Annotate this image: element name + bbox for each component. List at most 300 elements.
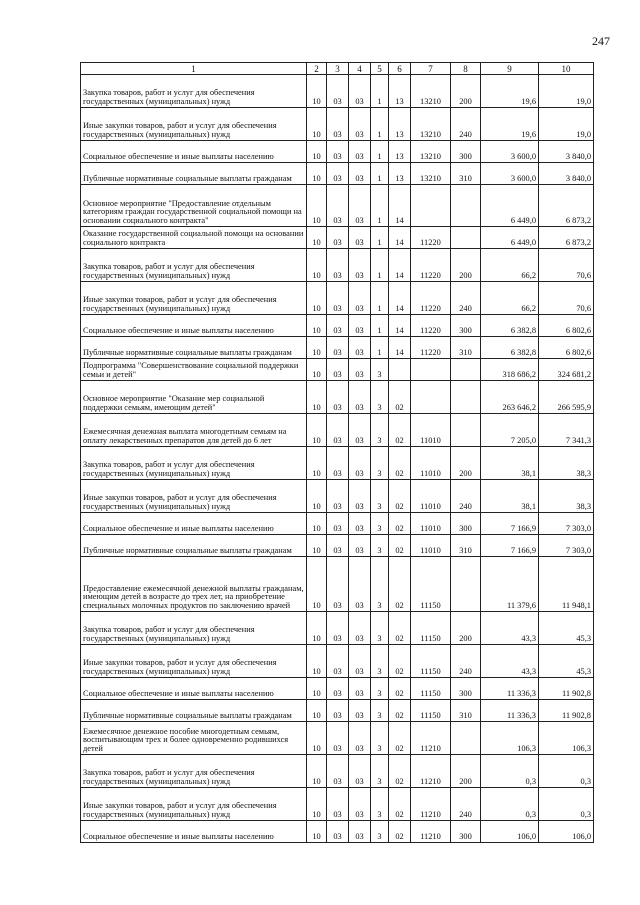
subsection-cell: 03 bbox=[327, 788, 349, 821]
section-cell: 10 bbox=[307, 249, 327, 282]
subprogram-cell: 1 bbox=[371, 315, 389, 337]
expense-type-cell bbox=[451, 414, 481, 447]
subprogram-cell: 3 bbox=[371, 821, 389, 843]
program-cell: 03 bbox=[349, 755, 371, 788]
expense-type-cell bbox=[451, 359, 481, 381]
subprogram-cell: 3 bbox=[371, 645, 389, 678]
amount-year2-cell: 70,6 bbox=[539, 282, 594, 315]
column-header: 6 bbox=[389, 63, 411, 75]
event-cell: 02 bbox=[389, 722, 411, 755]
amount-year2-cell: 70,6 bbox=[539, 249, 594, 282]
row-name-cell: Основное мероприятие "Предоставление отдельным категориям граждан государственной социальной помощи на основании социального контракта" bbox=[81, 185, 307, 227]
row-name-cell: Публичные нормативные социальные выплаты гражданам bbox=[81, 700, 307, 722]
program-cell: 03 bbox=[349, 359, 371, 381]
event-cell: 02 bbox=[389, 480, 411, 513]
table-row bbox=[81, 414, 594, 447]
section-cell: 10 bbox=[307, 185, 327, 227]
section-cell: 10 bbox=[307, 700, 327, 722]
subsection-cell: 03 bbox=[327, 678, 349, 700]
expense-type-cell bbox=[451, 381, 481, 414]
event-cell: 13 bbox=[389, 163, 411, 185]
subsection-cell: 03 bbox=[327, 249, 349, 282]
amount-year2-cell: 324 681,2 bbox=[539, 359, 594, 381]
amount-year2-cell: 7 303,0 bbox=[539, 535, 594, 557]
direction-cell: 11220 bbox=[411, 315, 451, 337]
program-cell: 03 bbox=[349, 557, 371, 612]
amount-year2-cell: 3 840,0 bbox=[539, 163, 594, 185]
expense-type-cell: 310 bbox=[451, 700, 481, 722]
amount-year1-cell: 6 382,8 bbox=[481, 315, 539, 337]
subsection-cell: 03 bbox=[327, 227, 349, 249]
table-row bbox=[81, 359, 594, 381]
section-cell: 10 bbox=[307, 447, 327, 480]
row-name-cell: Иные закупки товаров, работ и услуг для обеспечения государственных (муниципальных) нужд bbox=[81, 645, 307, 678]
amount-year1-cell: 3 600,0 bbox=[481, 141, 539, 163]
row-name-cell: Закупка товаров, работ и услуг для обеспечения государственных (муниципальных) нужд bbox=[81, 75, 307, 108]
row-name-cell: Оказание государственной социальной помощи на основании социального контракта bbox=[81, 227, 307, 249]
column-header: 10 bbox=[539, 63, 594, 75]
amount-year1-cell: 106,3 bbox=[481, 722, 539, 755]
program-cell: 03 bbox=[349, 480, 371, 513]
program-cell: 03 bbox=[349, 414, 371, 447]
table-row bbox=[81, 141, 594, 163]
table-row bbox=[81, 557, 594, 612]
program-cell: 03 bbox=[349, 722, 371, 755]
amount-year1-cell: 11 379,6 bbox=[481, 557, 539, 612]
direction-cell: 11010 bbox=[411, 480, 451, 513]
section-cell: 10 bbox=[307, 722, 327, 755]
section-cell: 10 bbox=[307, 315, 327, 337]
table-row bbox=[81, 755, 594, 788]
expense-type-cell: 300 bbox=[451, 141, 481, 163]
table-row bbox=[81, 381, 594, 414]
amount-year2-cell: 7 303,0 bbox=[539, 513, 594, 535]
subprogram-cell: 3 bbox=[371, 414, 389, 447]
amount-year1-cell: 43,3 bbox=[481, 612, 539, 645]
section-cell: 10 bbox=[307, 513, 327, 535]
section-cell: 10 bbox=[307, 788, 327, 821]
program-cell: 03 bbox=[349, 227, 371, 249]
table-row bbox=[81, 163, 594, 185]
subprogram-cell: 3 bbox=[371, 755, 389, 788]
amount-year2-cell: 38,3 bbox=[539, 480, 594, 513]
table-row bbox=[81, 315, 594, 337]
direction-cell bbox=[411, 185, 451, 227]
amount-year1-cell: 43,3 bbox=[481, 645, 539, 678]
expense-type-cell bbox=[451, 557, 481, 612]
subprogram-cell: 1 bbox=[371, 282, 389, 315]
subsection-cell: 03 bbox=[327, 557, 349, 612]
event-cell: 02 bbox=[389, 535, 411, 557]
event-cell: 02 bbox=[389, 513, 411, 535]
amount-year2-cell: 106,3 bbox=[539, 722, 594, 755]
amount-year2-cell: 7 341,3 bbox=[539, 414, 594, 447]
direction-cell: 11010 bbox=[411, 414, 451, 447]
program-cell: 03 bbox=[349, 185, 371, 227]
row-name-cell: Иные закупки товаров, работ и услуг для обеспечения государственных (муниципальных) нужд bbox=[81, 788, 307, 821]
budget-table bbox=[80, 62, 594, 843]
row-name-cell: Основное мероприятие "Оказание мер социальной поддержки семьям, имеющим детей" bbox=[81, 381, 307, 414]
section-cell: 10 bbox=[307, 108, 327, 141]
amount-year1-cell: 6 382,8 bbox=[481, 337, 539, 359]
section-cell: 10 bbox=[307, 227, 327, 249]
subprogram-cell: 1 bbox=[371, 249, 389, 282]
event-cell: 02 bbox=[389, 700, 411, 722]
amount-year1-cell: 11 336,3 bbox=[481, 678, 539, 700]
table-header-row bbox=[81, 63, 594, 75]
expense-type-cell: 300 bbox=[451, 678, 481, 700]
section-cell: 10 bbox=[307, 381, 327, 414]
expense-type-cell: 240 bbox=[451, 282, 481, 315]
table-row bbox=[81, 447, 594, 480]
event-cell: 02 bbox=[389, 447, 411, 480]
expense-type-cell: 240 bbox=[451, 645, 481, 678]
table-row bbox=[81, 678, 594, 700]
expense-type-cell bbox=[451, 227, 481, 249]
amount-year1-cell: 6 449,0 bbox=[481, 185, 539, 227]
subsection-cell: 03 bbox=[327, 755, 349, 788]
event-cell: 02 bbox=[389, 755, 411, 788]
amount-year1-cell: 66,2 bbox=[481, 282, 539, 315]
event-cell: 13 bbox=[389, 75, 411, 108]
subsection-cell: 03 bbox=[327, 700, 349, 722]
direction-cell: 11220 bbox=[411, 282, 451, 315]
row-name-cell: Иные закупки товаров, работ и услуг для обеспечения государственных (муниципальных) нужд bbox=[81, 282, 307, 315]
subsection-cell: 03 bbox=[327, 315, 349, 337]
row-name-cell: Закупка товаров, работ и услуг для обеспечения государственных (муниципальных) нужд bbox=[81, 612, 307, 645]
column-header: 3 bbox=[327, 63, 349, 75]
amount-year1-cell: 19,6 bbox=[481, 75, 539, 108]
subprogram-cell: 3 bbox=[371, 359, 389, 381]
program-cell: 03 bbox=[349, 535, 371, 557]
subsection-cell: 03 bbox=[327, 447, 349, 480]
table-body bbox=[81, 75, 594, 843]
section-cell: 10 bbox=[307, 612, 327, 645]
program-cell: 03 bbox=[349, 821, 371, 843]
row-name-cell: Социальное обеспечение и иные выплаты населению bbox=[81, 141, 307, 163]
program-cell: 03 bbox=[349, 249, 371, 282]
program-cell: 03 bbox=[349, 315, 371, 337]
subsection-cell: 03 bbox=[327, 414, 349, 447]
expense-type-cell: 310 bbox=[451, 535, 481, 557]
direction-cell: 13210 bbox=[411, 108, 451, 141]
event-cell: 02 bbox=[389, 821, 411, 843]
event-cell: 13 bbox=[389, 108, 411, 141]
subprogram-cell: 1 bbox=[371, 185, 389, 227]
amount-year2-cell: 3 840,0 bbox=[539, 141, 594, 163]
subsection-cell: 03 bbox=[327, 185, 349, 227]
subprogram-cell: 3 bbox=[371, 788, 389, 821]
column-header: 9 bbox=[481, 63, 539, 75]
section-cell: 10 bbox=[307, 678, 327, 700]
page-number: 247 bbox=[592, 34, 610, 48]
row-name-cell: Закупка товаров, работ и услуг для обеспечения государственных (муниципальных) нужд bbox=[81, 755, 307, 788]
table-row bbox=[81, 821, 594, 843]
amount-year1-cell: 3 600,0 bbox=[481, 163, 539, 185]
section-cell: 10 bbox=[307, 163, 327, 185]
program-cell: 03 bbox=[349, 163, 371, 185]
program-cell: 03 bbox=[349, 337, 371, 359]
row-name-cell: Подпрограмма "Совершенствование социальной поддержки семьи и детей" bbox=[81, 359, 307, 381]
direction-cell: 11010 bbox=[411, 447, 451, 480]
table-row bbox=[81, 513, 594, 535]
row-name-cell: Публичные нормативные социальные выплаты гражданам bbox=[81, 337, 307, 359]
amount-year2-cell: 11 902,8 bbox=[539, 700, 594, 722]
expense-type-cell: 300 bbox=[451, 513, 481, 535]
subprogram-cell: 1 bbox=[371, 227, 389, 249]
table-row bbox=[81, 185, 594, 227]
event-cell: 02 bbox=[389, 788, 411, 821]
amount-year2-cell: 45,3 bbox=[539, 645, 594, 678]
row-name-cell: Иные закупки товаров, работ и услуг для обеспечения государственных (муниципальных) нужд bbox=[81, 108, 307, 141]
amount-year2-cell: 45,3 bbox=[539, 612, 594, 645]
subprogram-cell: 3 bbox=[371, 447, 389, 480]
row-name-cell: Иные закупки товаров, работ и услуг для обеспечения государственных (муниципальных) нужд bbox=[81, 480, 307, 513]
column-header: 2 bbox=[307, 63, 327, 75]
expense-type-cell: 200 bbox=[451, 447, 481, 480]
expense-type-cell: 200 bbox=[451, 249, 481, 282]
program-cell: 03 bbox=[349, 612, 371, 645]
subprogram-cell: 3 bbox=[371, 678, 389, 700]
subprogram-cell: 1 bbox=[371, 75, 389, 108]
amount-year1-cell: 7 166,9 bbox=[481, 513, 539, 535]
amount-year1-cell: 0,3 bbox=[481, 788, 539, 821]
subprogram-cell: 3 bbox=[371, 535, 389, 557]
event-cell: 14 bbox=[389, 185, 411, 227]
amount-year1-cell: 38,1 bbox=[481, 447, 539, 480]
subsection-cell: 03 bbox=[327, 359, 349, 381]
event-cell: 14 bbox=[389, 227, 411, 249]
program-cell: 03 bbox=[349, 788, 371, 821]
amount-year1-cell: 66,2 bbox=[481, 249, 539, 282]
table-row bbox=[81, 337, 594, 359]
expense-type-cell: 240 bbox=[451, 480, 481, 513]
row-name-cell: Закупка товаров, работ и услуг для обеспечения государственных (муниципальных) нужд bbox=[81, 447, 307, 480]
event-cell: 02 bbox=[389, 678, 411, 700]
direction-cell: 11010 bbox=[411, 535, 451, 557]
amount-year1-cell: 318 686,2 bbox=[481, 359, 539, 381]
column-header: 5 bbox=[371, 63, 389, 75]
subprogram-cell: 3 bbox=[371, 612, 389, 645]
table-row bbox=[81, 788, 594, 821]
amount-year2-cell: 11 948,1 bbox=[539, 557, 594, 612]
expense-type-cell: 240 bbox=[451, 108, 481, 141]
expense-type-cell: 300 bbox=[451, 315, 481, 337]
direction-cell: 11220 bbox=[411, 337, 451, 359]
amount-year1-cell: 263 646,2 bbox=[481, 381, 539, 414]
expense-type-cell bbox=[451, 185, 481, 227]
program-cell: 03 bbox=[349, 513, 371, 535]
amount-year2-cell: 0,3 bbox=[539, 755, 594, 788]
row-name-cell: Социальное обеспечение и иные выплаты населению bbox=[81, 315, 307, 337]
subsection-cell: 03 bbox=[327, 722, 349, 755]
direction-cell bbox=[411, 381, 451, 414]
amount-year1-cell: 6 449,0 bbox=[481, 227, 539, 249]
column-header: 4 bbox=[349, 63, 371, 75]
row-name-cell: Социальное обеспечение и иные выплаты населению bbox=[81, 678, 307, 700]
amount-year1-cell: 11 336,3 bbox=[481, 700, 539, 722]
event-cell: 02 bbox=[389, 381, 411, 414]
subsection-cell: 03 bbox=[327, 645, 349, 678]
expense-type-cell: 310 bbox=[451, 337, 481, 359]
program-cell: 03 bbox=[349, 75, 371, 108]
direction-cell bbox=[411, 359, 451, 381]
expense-type-cell: 200 bbox=[451, 755, 481, 788]
column-header: 1 bbox=[81, 63, 307, 75]
amount-year2-cell: 266 595,9 bbox=[539, 381, 594, 414]
expense-type-cell: 300 bbox=[451, 821, 481, 843]
row-name-cell: Публичные нормативные социальные выплаты гражданам bbox=[81, 535, 307, 557]
direction-cell: 13210 bbox=[411, 163, 451, 185]
section-cell: 10 bbox=[307, 821, 327, 843]
amount-year2-cell: 6 873,2 bbox=[539, 227, 594, 249]
direction-cell: 11210 bbox=[411, 755, 451, 788]
section-cell: 10 bbox=[307, 75, 327, 108]
subsection-cell: 03 bbox=[327, 821, 349, 843]
event-cell: 02 bbox=[389, 612, 411, 645]
subsection-cell: 03 bbox=[327, 141, 349, 163]
amount-year2-cell: 11 902,8 bbox=[539, 678, 594, 700]
table-row bbox=[81, 75, 594, 108]
event-cell bbox=[389, 359, 411, 381]
event-cell: 02 bbox=[389, 645, 411, 678]
amount-year1-cell: 7 205,0 bbox=[481, 414, 539, 447]
table-row bbox=[81, 645, 594, 678]
program-cell: 03 bbox=[349, 645, 371, 678]
program-cell: 03 bbox=[349, 381, 371, 414]
subprogram-cell: 3 bbox=[371, 557, 389, 612]
amount-year1-cell: 19,6 bbox=[481, 108, 539, 141]
table-row bbox=[81, 535, 594, 557]
direction-cell: 11210 bbox=[411, 722, 451, 755]
program-cell: 03 bbox=[349, 141, 371, 163]
row-name-cell: Ежемесячная денежная выплата многодетным семьям на оплату лекарственных препаратов для детей до 6 лет bbox=[81, 414, 307, 447]
subsection-cell: 03 bbox=[327, 535, 349, 557]
row-name-cell: Ежемесячное денежное пособие многодетным семьям, воспитывающим трех и более одновременно родившихся детей bbox=[81, 722, 307, 755]
direction-cell: 11220 bbox=[411, 249, 451, 282]
event-cell: 14 bbox=[389, 337, 411, 359]
section-cell: 10 bbox=[307, 535, 327, 557]
subsection-cell: 03 bbox=[327, 612, 349, 645]
row-name-cell: Публичные нормативные социальные выплаты гражданам bbox=[81, 163, 307, 185]
subprogram-cell: 1 bbox=[371, 108, 389, 141]
amount-year2-cell: 106,0 bbox=[539, 821, 594, 843]
subprogram-cell: 3 bbox=[371, 381, 389, 414]
table-row bbox=[81, 227, 594, 249]
table-row bbox=[81, 282, 594, 315]
subprogram-cell: 1 bbox=[371, 337, 389, 359]
amount-year2-cell: 6 802,6 bbox=[539, 337, 594, 359]
subprogram-cell: 3 bbox=[371, 480, 389, 513]
expense-type-cell: 200 bbox=[451, 75, 481, 108]
subsection-cell: 03 bbox=[327, 480, 349, 513]
expense-type-cell: 200 bbox=[451, 612, 481, 645]
expense-type-cell: 240 bbox=[451, 788, 481, 821]
amount-year1-cell: 38,1 bbox=[481, 480, 539, 513]
direction-cell: 11220 bbox=[411, 227, 451, 249]
direction-cell: 11210 bbox=[411, 788, 451, 821]
amount-year1-cell: 0,3 bbox=[481, 755, 539, 788]
subprogram-cell: 3 bbox=[371, 513, 389, 535]
table-row bbox=[81, 722, 594, 755]
row-name-cell: Закупка товаров, работ и услуг для обеспечения государственных (муниципальных) нужд bbox=[81, 249, 307, 282]
direction-cell: 13210 bbox=[411, 75, 451, 108]
row-name-cell: Социальное обеспечение и иные выплаты населению bbox=[81, 821, 307, 843]
column-header: 8 bbox=[451, 63, 481, 75]
program-cell: 03 bbox=[349, 282, 371, 315]
subsection-cell: 03 bbox=[327, 163, 349, 185]
subprogram-cell: 3 bbox=[371, 722, 389, 755]
subsection-cell: 03 bbox=[327, 381, 349, 414]
subprogram-cell: 1 bbox=[371, 141, 389, 163]
amount-year1-cell: 7 166,9 bbox=[481, 535, 539, 557]
event-cell: 14 bbox=[389, 282, 411, 315]
section-cell: 10 bbox=[307, 557, 327, 612]
table-row bbox=[81, 249, 594, 282]
event-cell: 13 bbox=[389, 141, 411, 163]
column-header: 7 bbox=[411, 63, 451, 75]
expense-type-cell: 310 bbox=[451, 163, 481, 185]
subsection-cell: 03 bbox=[327, 282, 349, 315]
direction-cell: 11150 bbox=[411, 700, 451, 722]
subprogram-cell: 3 bbox=[371, 700, 389, 722]
table-row bbox=[81, 700, 594, 722]
event-cell: 02 bbox=[389, 557, 411, 612]
subsection-cell: 03 bbox=[327, 513, 349, 535]
section-cell: 10 bbox=[307, 480, 327, 513]
subsection-cell: 03 bbox=[327, 337, 349, 359]
section-cell: 10 bbox=[307, 337, 327, 359]
direction-cell: 11150 bbox=[411, 612, 451, 645]
amount-year2-cell: 0,3 bbox=[539, 788, 594, 821]
amount-year2-cell: 6 802,6 bbox=[539, 315, 594, 337]
direction-cell: 11150 bbox=[411, 557, 451, 612]
direction-cell: 11150 bbox=[411, 645, 451, 678]
event-cell: 14 bbox=[389, 249, 411, 282]
table-row bbox=[81, 480, 594, 513]
direction-cell: 11150 bbox=[411, 678, 451, 700]
program-cell: 03 bbox=[349, 108, 371, 141]
subprogram-cell: 1 bbox=[371, 163, 389, 185]
section-cell: 10 bbox=[307, 141, 327, 163]
expense-type-cell bbox=[451, 722, 481, 755]
row-name-cell: Предоставление ежемесячной денежной выплаты гражданам, имеющим детей в возрасте до трех лет, на приобретение специальных молочных продуктов по заключению врачей bbox=[81, 557, 307, 612]
program-cell: 03 bbox=[349, 700, 371, 722]
amount-year2-cell: 38,3 bbox=[539, 447, 594, 480]
section-cell: 10 bbox=[307, 282, 327, 315]
section-cell: 10 bbox=[307, 755, 327, 788]
section-cell: 10 bbox=[307, 359, 327, 381]
subsection-cell: 03 bbox=[327, 108, 349, 141]
row-name-cell: Социальное обеспечение и иные выплаты населению bbox=[81, 513, 307, 535]
direction-cell: 11010 bbox=[411, 513, 451, 535]
event-cell: 14 bbox=[389, 315, 411, 337]
amount-year2-cell: 6 873,2 bbox=[539, 185, 594, 227]
direction-cell: 11210 bbox=[411, 821, 451, 843]
section-cell: 10 bbox=[307, 645, 327, 678]
direction-cell: 13210 bbox=[411, 141, 451, 163]
section-cell: 10 bbox=[307, 414, 327, 447]
event-cell: 02 bbox=[389, 414, 411, 447]
amount-year1-cell: 106,0 bbox=[481, 821, 539, 843]
amount-year2-cell: 19,0 bbox=[539, 108, 594, 141]
subsection-cell: 03 bbox=[327, 75, 349, 108]
program-cell: 03 bbox=[349, 678, 371, 700]
program-cell: 03 bbox=[349, 447, 371, 480]
amount-year2-cell: 19,0 bbox=[539, 75, 594, 108]
table-row bbox=[81, 108, 594, 141]
table-row bbox=[81, 612, 594, 645]
